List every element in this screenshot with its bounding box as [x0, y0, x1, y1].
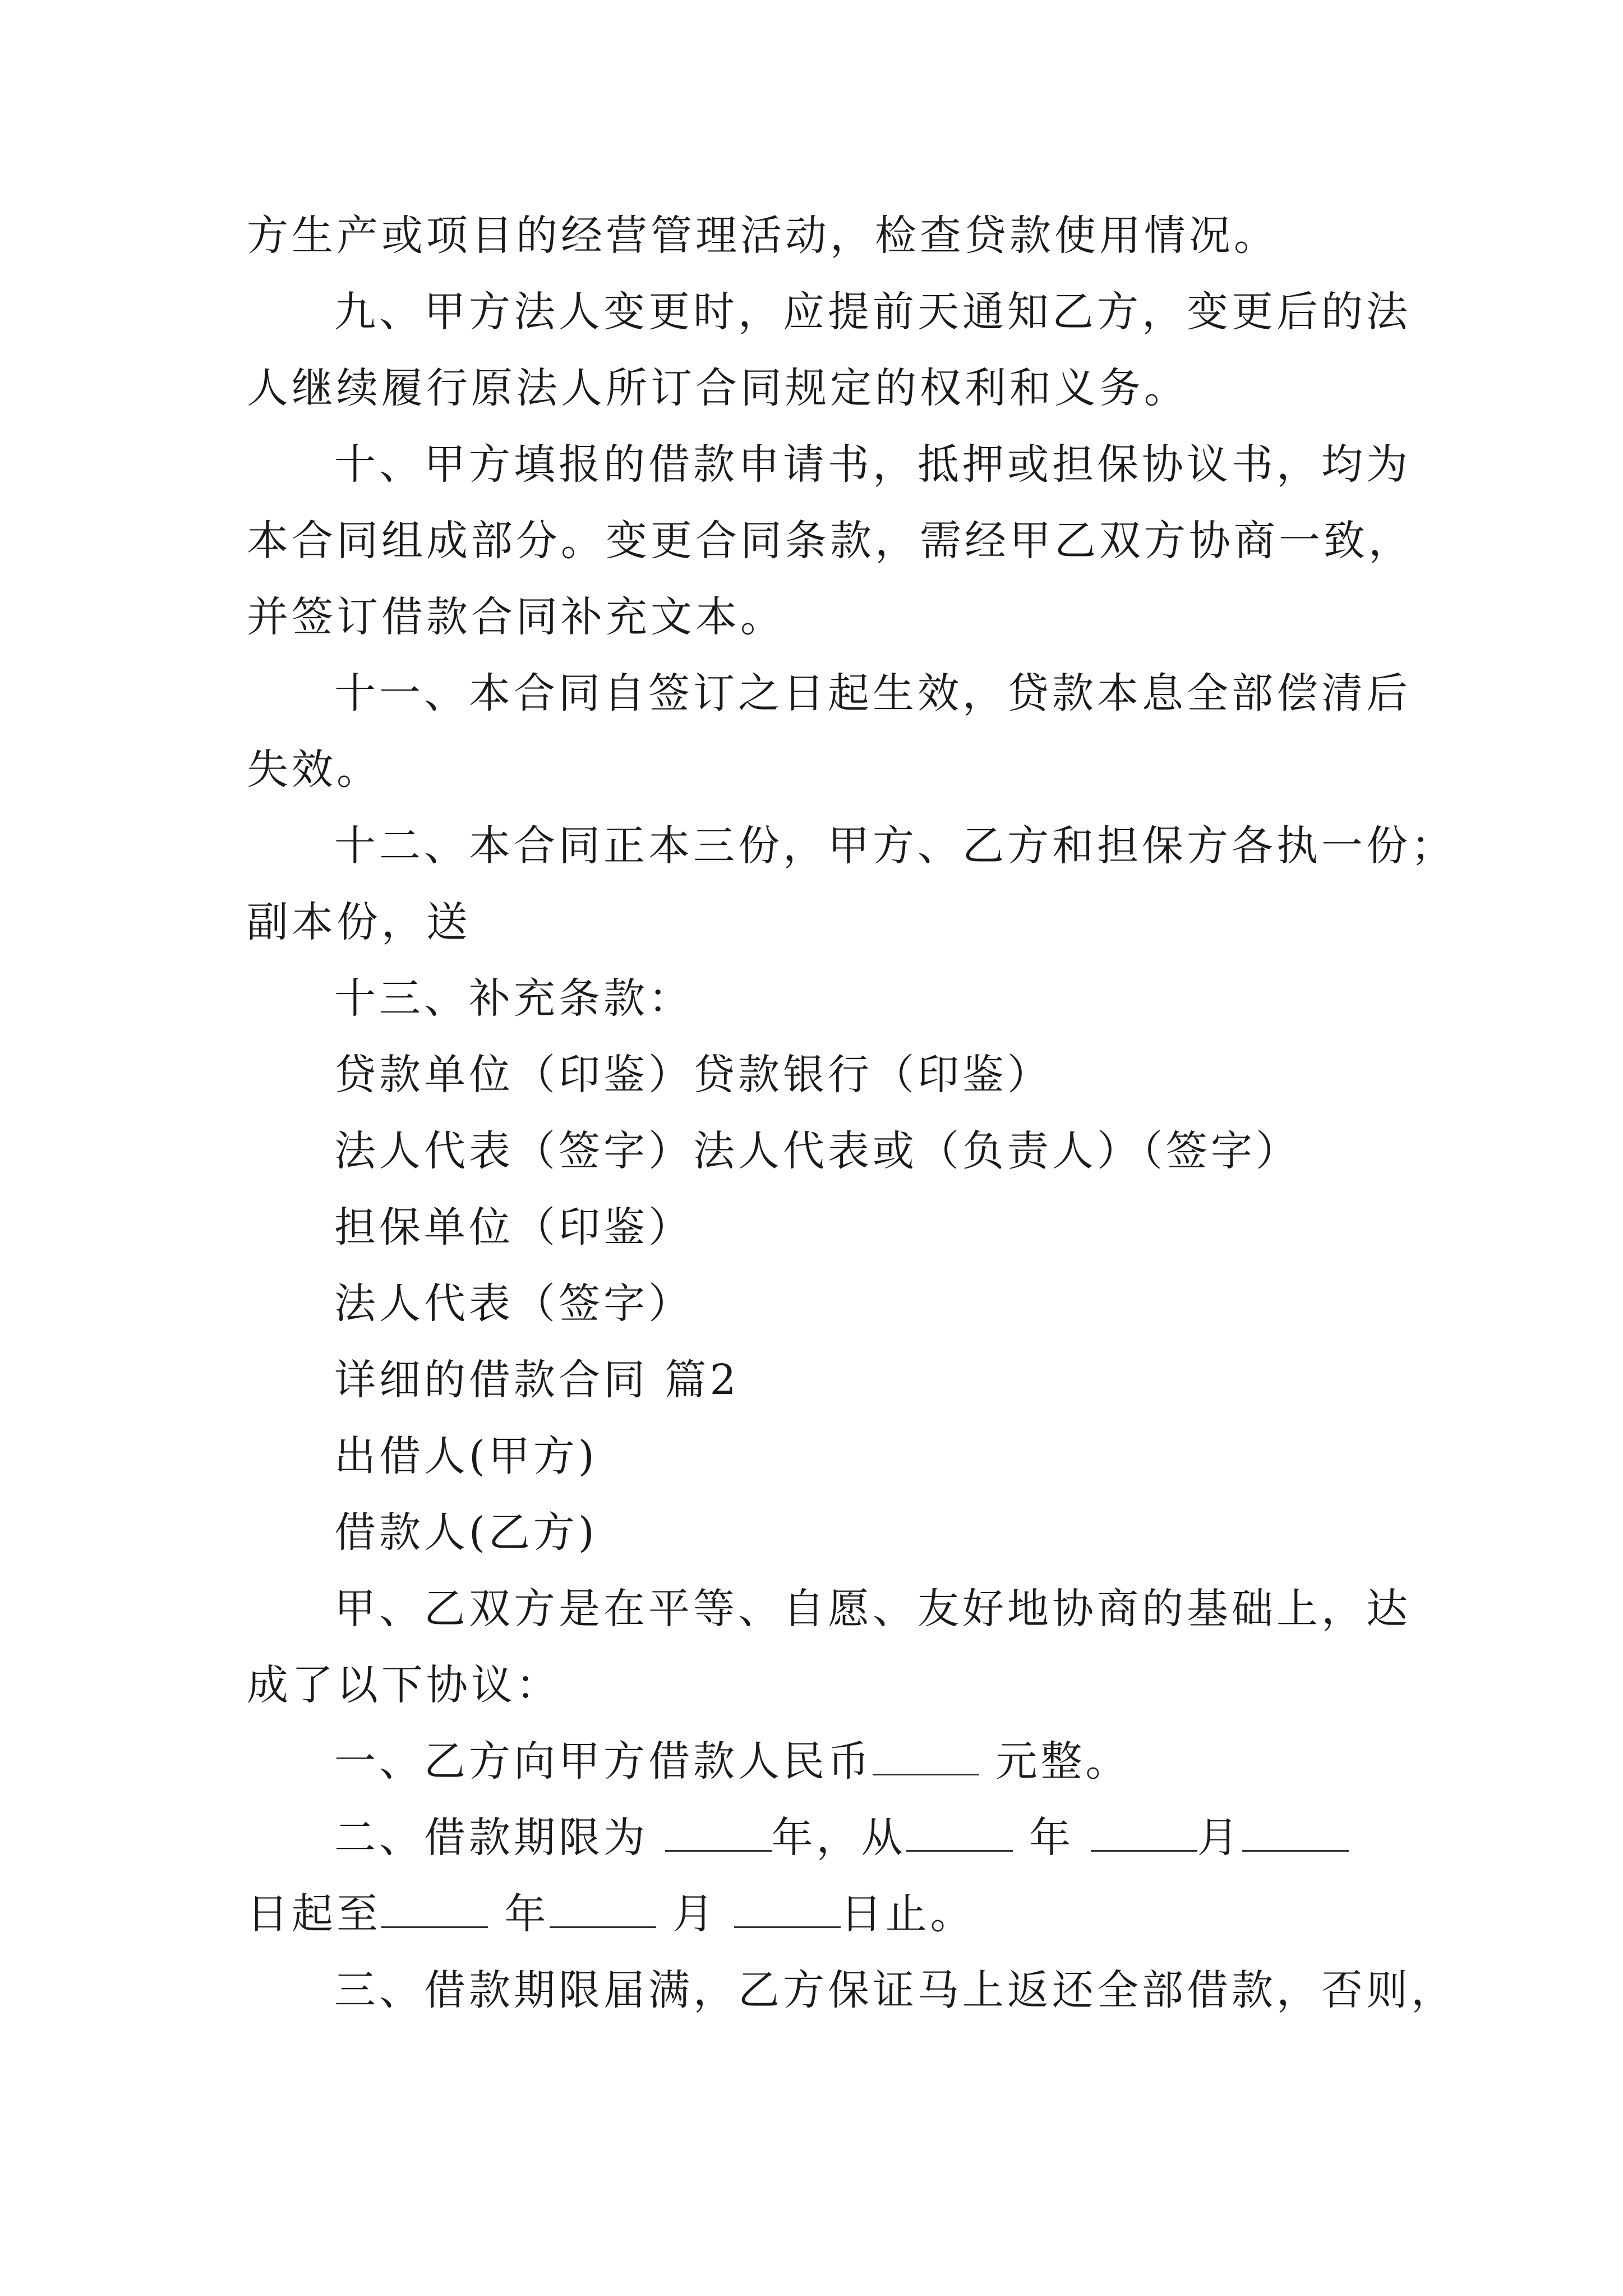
clause-one-suffix: 元整。	[979, 1737, 1131, 1786]
clause-three: 三、借款期限届满，乙方保证马上返还全部借款，否则，	[334, 1966, 1456, 2014]
clause-one	[334, 1733, 1131, 1789]
clause-ten-line-2: 本合同组成部分。变更合同条款，需经甲乙双方协商一致，	[247, 517, 1413, 565]
preamble-line-1: 甲、乙双方是在平等、自愿、友好地协商的基础上，达	[334, 1585, 1411, 1633]
clause-eleven-line-2: 失效。	[247, 746, 381, 794]
amount-blank	[873, 1738, 979, 1775]
clause-two-line-1	[334, 1810, 1349, 1866]
clause-two-text: 日起至	[247, 1890, 381, 1938]
clause-ten-line-1: 十、甲方填报的借款申请书，抵押或担保协议书，均为	[334, 440, 1411, 489]
clause-two-text: 二、借款期限为	[334, 1814, 665, 1862]
text-line: 方生产或项目的经营管理活动，检查贷款使用情况。	[247, 211, 1279, 260]
clause-two-text: 月	[1197, 1814, 1242, 1862]
signature-line-representatives: 法人代表（签字）法人代表或（负责人）（签字）	[334, 1127, 1301, 1175]
clause-one-text: 一、乙方向甲方借款人民币	[334, 1737, 873, 1786]
preamble-line-2: 成了以下协议：	[247, 1661, 561, 1709]
clause-nine-line-1: 九、甲方法人变更时，应提前天通知乙方，变更后的法	[334, 288, 1411, 336]
party-lender: 出借人(甲方)	[334, 1432, 598, 1480]
end-month-blank	[550, 1890, 656, 1928]
clause-twelve-line-2: 副本份，送	[247, 898, 471, 946]
end-year-blank	[381, 1890, 488, 1928]
clause-two-text: 日止。	[840, 1890, 975, 1938]
end-day-blank	[734, 1890, 841, 1928]
clause-twelve-line-1: 十二、本合同正本三份，甲方、乙方和担保方各执一份；	[334, 822, 1456, 870]
clause-two-text: 月	[656, 1890, 734, 1938]
signature-line-lender-bank: 贷款单位（印鉴）贷款银行（印鉴）	[334, 1051, 1052, 1099]
clause-ten-line-3: 并签订借款合同补充文本。	[247, 593, 785, 641]
signature-line-guarantor: 担保单位（印鉴）	[334, 1203, 693, 1251]
clause-thirteen: 十三、补充条款：	[334, 974, 693, 1023]
clause-two-text: 年，从	[771, 1814, 906, 1862]
clause-eleven-line-1: 十一、本合同自签订之日起生效，贷款本息全部偿清后	[334, 669, 1411, 717]
section-heading: 详细的借款合同 篇2	[334, 1356, 740, 1404]
clause-two-text: 年	[1012, 1814, 1091, 1862]
clause-two-line-2	[247, 1886, 975, 1942]
start-month-blank	[1091, 1814, 1197, 1852]
clause-two-text: 年	[488, 1890, 550, 1938]
clause-nine-line-2: 人继续履行原法人所订合同规定的权利和义务。	[247, 364, 1189, 412]
signature-line-guarantor-rep: 法人代表（签字）	[334, 1280, 693, 1328]
start-year-blank	[906, 1814, 1013, 1852]
start-day-blank	[1242, 1814, 1349, 1852]
party-borrower: 借款人(乙方)	[334, 1508, 598, 1557]
term-years-blank	[665, 1814, 772, 1852]
